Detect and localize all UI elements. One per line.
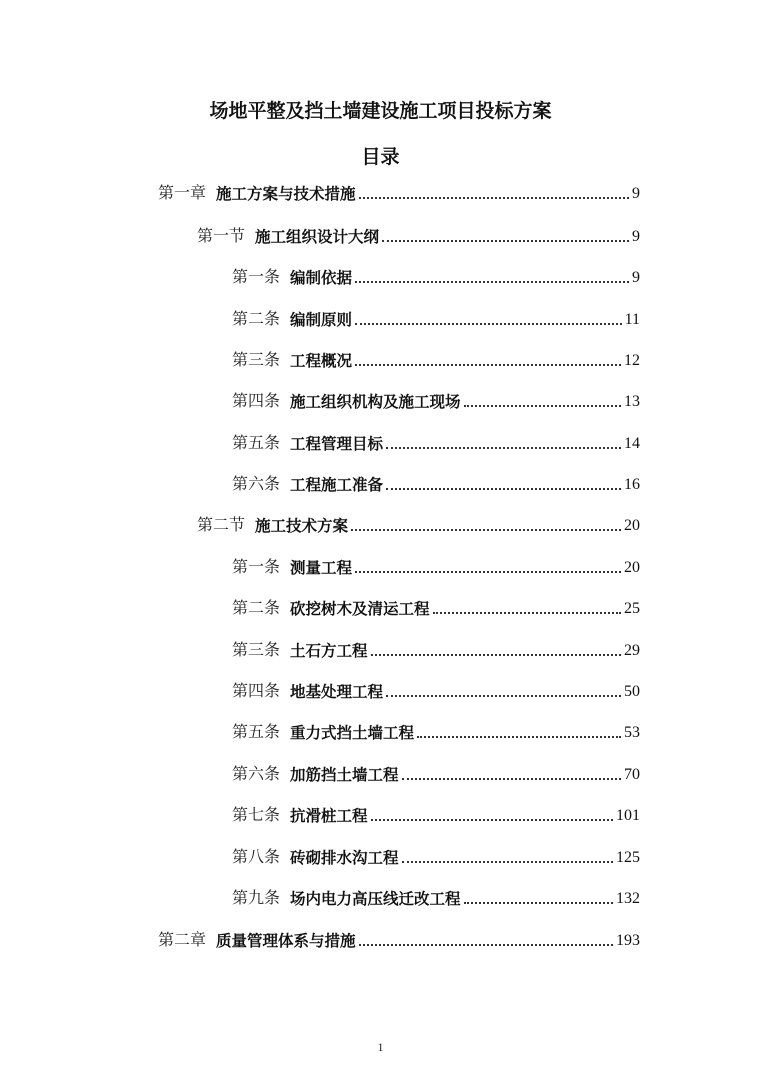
dot-leader — [355, 280, 629, 283]
toc-entry-page: 101 — [616, 807, 640, 824]
toc-entry-page: 193 — [616, 932, 640, 949]
toc-entry-page: 132 — [616, 890, 640, 907]
toc-entry-article[interactable] — [232, 555, 640, 579]
toc-entry-article[interactable] — [232, 845, 640, 869]
toc-entry-number: 第六条 — [232, 476, 281, 493]
toc-entry-number: 第二条 — [232, 600, 281, 617]
toc-entry-page: 9 — [632, 185, 640, 202]
toc-entry-title: 加筋挡土墙工程 — [290, 766, 399, 784]
toc-entry-number: 第八条 — [232, 849, 281, 866]
toc-entry-title: 工程概况 — [290, 352, 353, 370]
toc-entry-number: 第七条 — [232, 807, 281, 824]
toc-entry-title: 地基处理工程 — [290, 683, 384, 701]
toc-entry-article[interactable] — [232, 679, 640, 703]
toc-entry-page: 70 — [624, 766, 640, 783]
toc-entry-title: 工程施工准备 — [290, 476, 384, 494]
toc-entry-article[interactable] — [232, 720, 640, 744]
toc-entry-number: 第二条 — [232, 311, 281, 328]
toc-entry-number: 第一条 — [232, 559, 281, 576]
toc-entry-number: 第九条 — [232, 890, 281, 907]
toc-entry-article[interactable] — [232, 803, 640, 827]
dot-leader — [355, 322, 622, 325]
dot-leader — [359, 196, 629, 199]
toc-entry-number: 第六条 — [232, 766, 281, 783]
toc-entry-title: 重力式挡土墙工程 — [290, 724, 415, 742]
dot-leader — [351, 528, 621, 531]
page-number: 1 — [377, 1040, 384, 1054]
toc-entry-number: 第一节 — [197, 228, 246, 245]
toc-entry-chapter-1[interactable] — [158, 181, 640, 205]
toc-entry-article[interactable] — [232, 389, 640, 413]
toc-entry-page: 20 — [624, 559, 640, 576]
toc-entry-article[interactable] — [232, 638, 640, 662]
toc-entry-title: 工程管理目标 — [290, 435, 384, 453]
dot-leader — [371, 818, 613, 821]
toc-entry-page: 53 — [624, 724, 640, 741]
toc-entry-number: 第二章 — [158, 932, 207, 949]
toc-entry-page: 16 — [624, 476, 640, 493]
toc-entry-title: 施工方案与技术措施 — [216, 185, 356, 203]
toc-entry-page: 20 — [624, 517, 640, 534]
dot-leader — [355, 570, 621, 573]
dot-leader — [402, 860, 613, 863]
toc-entry-number: 第三条 — [232, 352, 281, 369]
toc-entry-number: 第四条 — [232, 393, 281, 410]
dot-leader — [417, 735, 621, 738]
toc-entry-number: 第四条 — [232, 683, 281, 700]
dot-leader — [433, 611, 621, 614]
document-title: 场地平整及挡土墙建设施工项目投标方案 — [209, 100, 552, 122]
toc-entry-page: 9 — [632, 269, 640, 286]
toc-entry-page: 14 — [624, 435, 640, 452]
toc-entry-title: 施工组织机构及施工现场 — [290, 393, 461, 411]
toc-entry-title: 质量管理体系与措施 — [216, 932, 356, 950]
toc-entry-title: 施工组织设计大纲 — [255, 228, 380, 246]
toc-entry-number: 第五条 — [232, 435, 281, 452]
dot-leader — [464, 404, 621, 407]
toc-entry-page: 29 — [624, 642, 640, 659]
toc-entry-title: 编制原则 — [290, 311, 353, 329]
toc-entry-title: 砍挖树木及清运工程 — [290, 600, 430, 618]
toc-entry-page: 13 — [624, 393, 640, 410]
toc-entry-number: 第三条 — [232, 642, 281, 659]
toc-entry-title: 土石方工程 — [290, 642, 368, 660]
toc-entry-title: 抗滑桩工程 — [290, 807, 368, 825]
toc-entry-title: 场内电力高压线迁改工程 — [290, 890, 461, 908]
toc-entry-title: 测量工程 — [290, 559, 353, 577]
dot-leader — [382, 239, 629, 242]
toc-entry-article[interactable] — [232, 596, 640, 620]
toc-entry-page: 25 — [624, 600, 640, 617]
toc-entry-page: 12 — [624, 352, 640, 369]
dot-leader — [355, 363, 621, 366]
toc-entry-article[interactable] — [232, 472, 640, 496]
toc-entry-title: 施工技术方案 — [255, 517, 349, 535]
toc-entry-article[interactable] — [232, 307, 640, 331]
toc-entry-title: 砖砌排水沟工程 — [290, 849, 399, 867]
dot-leader — [464, 901, 613, 904]
dot-leader — [402, 777, 621, 780]
toc-entry-page: 11 — [624, 311, 640, 328]
toc-entry-number: 第一条 — [232, 269, 281, 286]
dot-leader — [386, 446, 621, 449]
toc-entry-number: 第五条 — [232, 724, 281, 741]
toc-heading: 目录 — [361, 146, 400, 168]
toc-entry-article[interactable] — [232, 265, 640, 289]
toc-entry-section[interactable] — [197, 513, 640, 537]
toc-entry-page: 9 — [632, 228, 640, 245]
toc-entry-article[interactable] — [232, 886, 640, 910]
toc-entry-article[interactable] — [232, 348, 640, 372]
toc-entry-page: 125 — [616, 849, 640, 866]
toc-entry-title: 编制依据 — [290, 269, 353, 287]
dot-leader — [386, 487, 621, 490]
toc-entry-page: 50 — [624, 683, 640, 700]
dot-leader — [386, 694, 621, 697]
toc-entry-article[interactable] — [232, 431, 640, 455]
dot-leader — [359, 943, 613, 946]
toc-entry-number: 第一章 — [158, 185, 207, 202]
toc-entry-section[interactable] — [197, 224, 640, 248]
toc-entry-article[interactable] — [232, 762, 640, 786]
toc-entry-chapter-2[interactable] — [158, 928, 640, 952]
toc-entry-number: 第二节 — [197, 517, 246, 534]
dot-leader — [371, 653, 621, 656]
